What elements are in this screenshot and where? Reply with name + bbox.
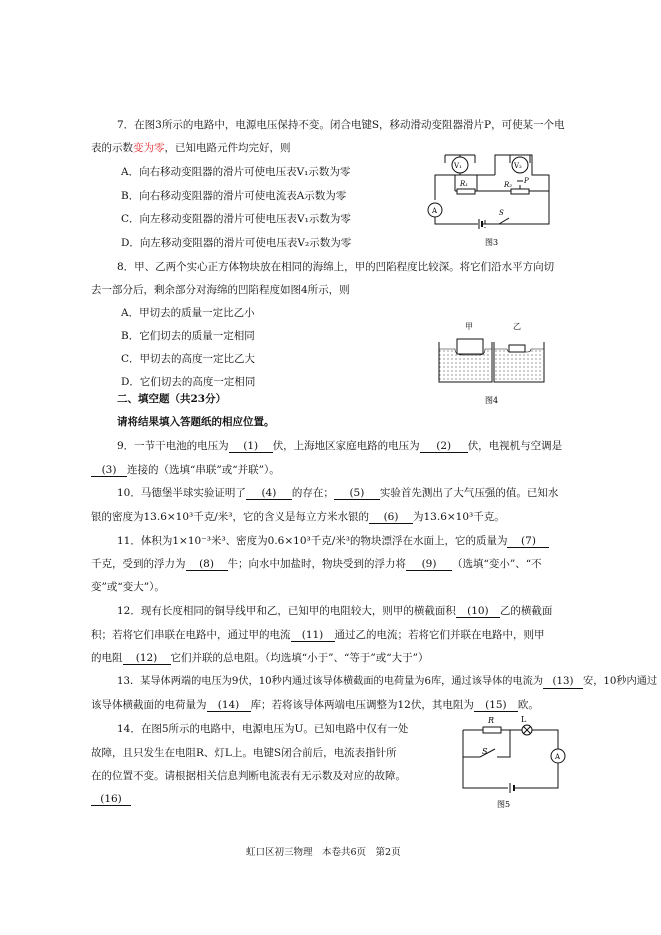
figure-3-circuit (425, 150, 555, 250)
section-2-title: 二、填空题（共23分） (117, 393, 227, 405)
label-jia: 甲 (465, 322, 473, 331)
q12-line3: 的电阻 (12) 它们并联的总电阻。（均选填“小于”、“等于”或“大于”） (91, 652, 429, 664)
blank-8: (8) (186, 558, 228, 571)
figure-4-sponges (435, 318, 550, 408)
figure-5-caption: 图5 (497, 800, 511, 809)
q13-line1: 13．某导体两端的电压为9伏，10秒内通过该导体横截面的电荷量为6库，通过该导体的电流为 (13) 安，10秒内通过 (117, 676, 658, 687)
blank-1: (1) (229, 440, 273, 453)
q7-option-c: C．向左移动变阻器的滑片可使电压表V₁示数为零 (121, 213, 351, 225)
q7-option-a: A．向右移动变阻器的滑片可使电压表V₁示数为零 (121, 166, 351, 178)
svg-text:V₁: V₁ (454, 162, 462, 170)
svg-text:S: S (499, 209, 504, 217)
blank-10: (10) (456, 605, 500, 618)
q8-option-d: D．它们切去的高度一定相同 (121, 376, 256, 388)
q11-line1: 11．体积为1×10⁻³米³、密度为0.6×10³千克/米³的物块漂浮在水面上，它的质量为 (7) (117, 534, 549, 548)
svg-text:A: A (432, 207, 438, 215)
blank-15: (15) (474, 699, 518, 712)
resistor-r (483, 727, 501, 733)
blank-5: (5) (334, 487, 380, 500)
q10-line2: 银的密度为13.6×10³千克/米³，它的含义是每立方米水银的 (6) 为13.6×10³千克。 (91, 511, 505, 523)
q12-line1: 12．现有长度相同的铜导线甲和乙，已知甲的电阻较大，则甲的横截面积 (10) 乙的横截面 (117, 605, 553, 617)
svg-text:S: S (482, 747, 488, 756)
svg-text:R₂: R₂ (504, 181, 513, 189)
figure-4-caption: 图4 (485, 396, 499, 405)
q7-line1: 7．在图3所示的电路中，电源电压保持不变。闭合电键S，移动滑动变阻器滑片P，可使某一个电 (117, 119, 565, 131)
q14-line4 (91, 792, 131, 806)
section-2-instruction: 请将结果填入答题纸的相应位置。 (117, 416, 275, 428)
q14-line2: 故障，且只发生在电阻R、灯L上。电键S闭合前后，电流表指针所 (91, 747, 397, 759)
blank-13: (13) (543, 676, 583, 689)
blank-11: (11) (291, 629, 335, 642)
q8-option-b: B．它们切去的质量一定相同 (121, 330, 255, 342)
q7-option-d: D．向左移动变阻器的滑片可使电压表V₂示数为零 (121, 237, 352, 249)
q8-option-c: C．甲切去的高度一定比乙大 (121, 353, 256, 365)
q14-line1: 14．在图5所示的电路中，电源电压为U。已知电路中仅有一处 (117, 723, 409, 735)
block-jia (457, 339, 483, 354)
label-yi: 乙 (513, 322, 521, 331)
q13-line2: 该导体横截面的电荷量为 (14) 库；若将该导体两端电压调整为12伏，其电阻为 (15) 欧。 (91, 699, 539, 711)
svg-text:R: R (488, 716, 495, 725)
svg-text:P: P (524, 177, 529, 185)
blank-3: (3) (91, 464, 127, 477)
figure-3-caption: 图3 (485, 238, 499, 247)
blank-14: (14) (207, 699, 251, 712)
q8-option-a: A．甲切去的质量一定比乙小 (121, 307, 255, 319)
q9-line1: 9．一节干电池的电压为 (1) 伏，上海地区家庭电路的电压为 (2) 伏，电视机与空调是 (117, 440, 563, 452)
q11-line3: 变”或“变大”）。 (91, 581, 165, 593)
blank-4: (4) (246, 487, 292, 500)
q11-line2: 千克，受到的浮力为 (8) 牛；向水中加盐时，物块受到的浮力将 (9) （选填“变小”、“不 (91, 558, 542, 570)
figure-5-circuit (455, 712, 575, 812)
blank-7: (7) (507, 535, 549, 548)
q9-line2: (3) 连接的（选填“串联”或“并联”）。 (91, 463, 280, 477)
q7-line2: 表的示数变为零，已知电路元件均完好，则 (91, 142, 291, 154)
blank-12: (12) (123, 652, 171, 665)
blank-16: (16) (91, 793, 131, 806)
block-yi (509, 345, 525, 352)
q8-line1: 8．甲、乙两个实心正方体物块放在相同的海绵上，甲的凹陷程度比较深。将它们沿水平方向切 (117, 261, 555, 273)
q12-line2: 积；若将它们串联在电路中，通过甲的电流 (11) 通过乙的电流；若将它们并联在电路中，则甲 (91, 629, 545, 641)
svg-text:V₂: V₂ (514, 162, 522, 170)
blank-6: (6) (369, 511, 413, 524)
q7-highlight: 变为零 (133, 142, 165, 154)
q7-option-b: B．向右移动变阻器的滑片可使电流表A示数为零 (121, 190, 347, 202)
svg-text:A: A (555, 753, 561, 761)
q8-line2: 去一部分后，剩余部分对海绵的凹陷程度如图4所示，则 (91, 284, 350, 296)
blank-9: (9) (406, 558, 452, 571)
q14-line3: 在的位置不变。请根据相关信息判断电流表有无示数及对应的故障。 (91, 770, 406, 782)
page-footer: 虹口区初三物理 本卷共6页 第2页 (246, 847, 401, 858)
svg-text:L: L (521, 715, 527, 724)
svg-text:R₁: R₁ (460, 180, 469, 188)
blank-2: (2) (420, 440, 468, 453)
q10-line1: 10．马德堡半球实验证明了 (4) 的存在； (5) 实验首先测出了大气压强的值。已知水 (117, 487, 559, 499)
